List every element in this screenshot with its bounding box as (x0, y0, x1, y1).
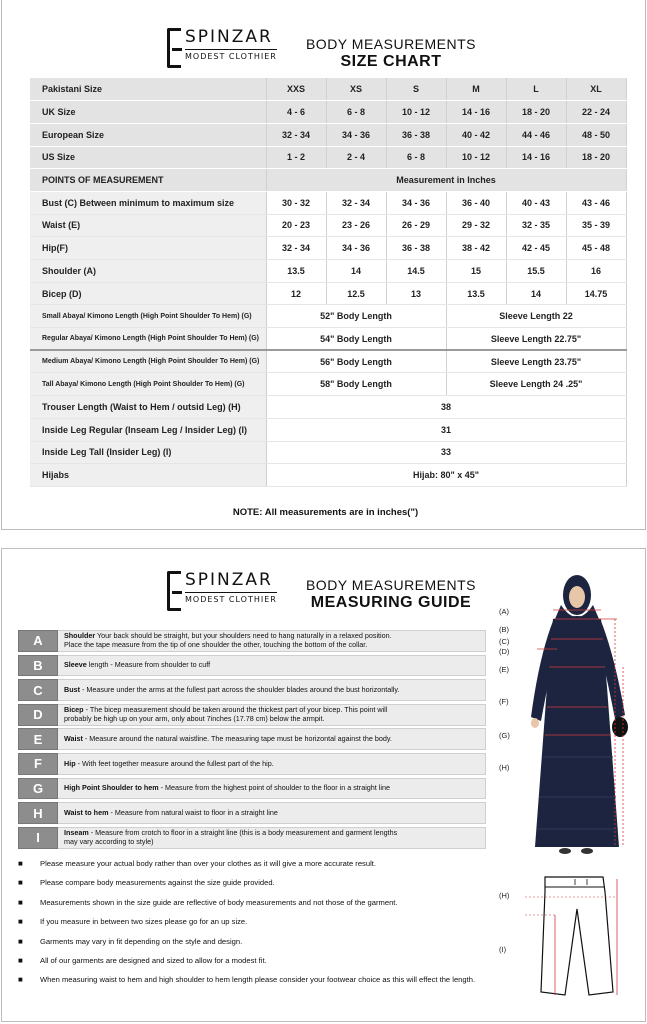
guide-text-continued: Place the tape measure from the tip of one shoulder the other, touching the bottom of the collar. (64, 639, 368, 649)
guide-description (58, 655, 486, 677)
row-label: Waist (E) (30, 214, 266, 237)
single-value-row (30, 464, 626, 487)
guide-description (58, 704, 486, 726)
size-cell: 40 - 42 (446, 123, 506, 146)
measurement-cell: 13.5 (446, 282, 506, 305)
measurement-cell: 23 - 26 (326, 214, 386, 237)
note-text: Measurements shown in the size guide are reflective of body measurements and not those of the garment. (40, 897, 398, 907)
size-cell: XXS (266, 78, 326, 101)
guide-letter: G (18, 778, 58, 800)
value-cell: 38 (266, 396, 626, 419)
length-row (30, 305, 626, 328)
size-row (30, 146, 626, 169)
abaya-model-illustration (495, 567, 645, 1022)
bullet-icon: ■ (18, 917, 23, 927)
row-label: Pakistani Size (30, 78, 266, 101)
size-chart-table (30, 78, 627, 487)
guide-letter: H (18, 802, 58, 824)
note-text: When measuring waist to hem and high shoulder to hem length please consider your footwear choice as this will effect the length. (40, 975, 476, 985)
body-length-cell: 58" Body Length (266, 373, 446, 396)
measurement-cell: 12.5 (326, 282, 386, 305)
size-cell: S (386, 78, 446, 101)
guide-title: Bust (64, 684, 80, 694)
figure-label: (E) (499, 665, 509, 674)
measurement-cell: 14.75 (566, 282, 626, 305)
size-cell: 18 - 20 (506, 101, 566, 124)
row-label: European Size (30, 123, 266, 146)
size-row (30, 101, 626, 124)
guide-description (58, 679, 486, 701)
guide-item-f (18, 753, 486, 775)
body-length-cell: 54" Body Length (266, 328, 446, 351)
measurement-cell: 40 - 43 (506, 191, 566, 214)
guide-item-a (18, 630, 486, 652)
bullet-icon: ■ (18, 936, 23, 946)
guide-description (58, 728, 486, 750)
note-text: Please measure your actual body rather than over your clothes as it will give a more accurate result. (40, 859, 376, 868)
row-label: Regular Abaya/ Kimono Length (High Point Shoulder To Hem) (G) (30, 328, 266, 351)
bullet-icon: ■ (18, 897, 23, 907)
size-cell: 34 - 36 (326, 123, 386, 146)
heading-line-2: MEASURING GUIDE (310, 594, 472, 611)
guide-title: Shoulder (64, 631, 96, 641)
single-value-row (30, 418, 626, 441)
guide-note (18, 877, 488, 889)
trouser-label: (H) (499, 891, 510, 900)
value-cell: Hijab: 80" x 45" (266, 464, 626, 487)
guide-note (18, 955, 488, 967)
measurement-row (30, 282, 626, 305)
size-cell: 36 - 38 (386, 123, 446, 146)
measurement-cell: 43 - 46 (566, 191, 626, 214)
size-cell: 18 - 20 (566, 146, 626, 169)
guide-text: - Measure from natural waist to floor in a straight line (108, 807, 278, 817)
guide-title: Bicep (64, 705, 84, 715)
brand-mark-icon (167, 28, 181, 68)
size-cell: 6 - 8 (386, 146, 446, 169)
guide-letter: D (18, 704, 58, 726)
measurement-cell: 29 - 32 (446, 214, 506, 237)
guide-text: length - Measure from shoulder to cuff (86, 660, 211, 670)
row-label: Shoulder (A) (30, 260, 266, 283)
size-cell: 10 - 12 (386, 101, 446, 124)
guide-letter: E (18, 728, 58, 750)
heading-line-2: SIZE CHART (340, 53, 442, 70)
face-icon (569, 586, 585, 608)
length-row (30, 373, 626, 396)
points-value: Measurement in Inches (266, 169, 626, 192)
measurement-cell: 38 - 42 (446, 237, 506, 260)
guide-item-i (18, 827, 486, 849)
size-cell: M (446, 78, 506, 101)
brand-tagline: MODEST CLOTHIER (185, 49, 277, 61)
row-label: Bust (C) Between minimum to maximum size (30, 191, 266, 214)
body-length-cell: 52" Body Length (266, 305, 446, 328)
note-text: All of our garments are designed and sized to allow for a modest fit. (40, 955, 267, 965)
size-cell: XL (566, 78, 626, 101)
row-label: Bicep (D) (30, 282, 266, 305)
guide-notes (18, 858, 488, 997)
figure-label: (B) (499, 625, 509, 634)
row-label: Trouser Length (Waist to Hem / outsid Leg) (H) (30, 396, 266, 419)
row-label: UK Size (30, 101, 266, 124)
guide-text: - The bicep measurement should be taken around the thickest part of your bicep. This point will (83, 705, 388, 715)
guide-title: Waist to hem (64, 807, 109, 817)
measurement-cell: 13 (386, 282, 446, 305)
bullet-icon: ■ (18, 859, 23, 868)
guide-description (58, 753, 486, 775)
guide-title: High Point Shoulder to hem (64, 783, 159, 793)
value-cell: 31 (266, 418, 626, 441)
measurement-row (30, 191, 626, 214)
trouser-illustration (525, 877, 617, 995)
brand-logo-guide (167, 571, 277, 611)
figure-label: (G) (499, 731, 510, 740)
sleeve-length-cell: Sleeve Length 22.75" (446, 328, 626, 351)
size-cell: 4 - 6 (266, 101, 326, 124)
size-chart-panel (1, 0, 646, 530)
brand-name: SPINZAR (185, 27, 273, 47)
guide-text: - Measure around the natural waistline. The measuring tape must be horizontal against the body. (82, 733, 392, 743)
guide-description (58, 630, 486, 652)
measurement-cell: 20 - 23 (266, 214, 326, 237)
measurement-row (30, 214, 626, 237)
row-label: Inside Leg Regular (Inseam Leg / Insider Leg) (I) (30, 418, 266, 441)
measurement-cell: 36 - 38 (386, 237, 446, 260)
size-cell: 2 - 4 (326, 146, 386, 169)
measurement-cell: 32 - 34 (326, 191, 386, 214)
guide-item-b (18, 655, 486, 677)
guide-letter: I (18, 827, 58, 849)
brand-mark-icon (167, 571, 181, 611)
guide-item-d (18, 704, 486, 726)
guide-note (18, 936, 488, 948)
bullet-icon: ■ (18, 878, 23, 888)
size-cell: 1 - 2 (266, 146, 326, 169)
model-figure (495, 567, 645, 1022)
bullet-icon: ■ (18, 955, 23, 965)
guide-text-continued: probably be high up on your arm, only about 7inches (17.78 cm) below the armpit. (64, 713, 325, 723)
measurement-cell: 36 - 40 (446, 191, 506, 214)
length-row (30, 328, 626, 351)
single-value-row (30, 396, 626, 419)
guide-title: Inseam (64, 828, 89, 838)
bullet-icon: ■ (18, 975, 23, 985)
length-row (30, 350, 626, 373)
guide-title: Hip (64, 758, 76, 768)
measurement-note: NOTE: All measurements are in inches(") (232, 507, 419, 518)
size-chart-heading (300, 36, 482, 71)
guide-text: - Measure from crotch to floor in a straight line (this is a body measurement and garment lengths (88, 828, 398, 838)
row-label: Small Abaya/ Kimono Length (High Point Shoulder To Hem) (G) (30, 305, 266, 328)
measurement-cell: 34 - 36 (386, 191, 446, 214)
measurement-cell: 30 - 32 (266, 191, 326, 214)
measurement-cell: 32 - 34 (266, 237, 326, 260)
guide-note (18, 970, 488, 989)
measurement-cell: 15.5 (506, 260, 566, 283)
points-header-row (30, 169, 626, 192)
guide-text-continued: may vary according to style) (64, 836, 154, 846)
size-cell: L (506, 78, 566, 101)
brand-tagline: MODEST CLOTHIER (185, 592, 277, 604)
measurement-cell: 45 - 48 (566, 237, 626, 260)
sleeve-length-cell: Sleeve Length 22 (446, 305, 626, 328)
guide-letter: B (18, 655, 58, 677)
measurement-cell: 12 (266, 282, 326, 305)
measurement-cell: 16 (566, 260, 626, 283)
guide-description (58, 827, 486, 849)
measurement-row (30, 237, 626, 260)
measurement-cell: 15 (446, 260, 506, 283)
guide-text: - Measure from the highest point of shoulder to the floor in a straight line (158, 783, 390, 793)
guide-letter: A (18, 630, 58, 652)
value-cell: 33 (266, 441, 626, 464)
size-cell: 44 - 46 (506, 123, 566, 146)
measurement-cell: 14 (506, 282, 566, 305)
points-label: POINTS OF MEASUREMENT (30, 169, 266, 192)
guide-letter: F (18, 753, 58, 775)
size-cell: 14 - 16 (446, 101, 506, 124)
guide-item-e (18, 728, 486, 750)
figure-label: (C) (499, 637, 510, 646)
size-cell: 32 - 34 (266, 123, 326, 146)
measurement-cell: 14.5 (386, 260, 446, 283)
measurement-cell: 26 - 29 (386, 214, 446, 237)
row-label: Inside Leg Tall (Insider Leg) (I) (30, 441, 266, 464)
row-label: Hijabs (30, 464, 266, 487)
guide-note (18, 897, 488, 909)
measurement-cell: 42 - 45 (506, 237, 566, 260)
size-row (30, 78, 626, 101)
sleeve-length-cell: Sleeve Length 24 .25" (446, 373, 626, 396)
note-text: Please compare body measurements against the size guide provided. (40, 878, 275, 888)
row-label: Hip(F) (30, 237, 266, 260)
figure-label: (H) (499, 763, 510, 772)
guide-text: - With feet together measure around the fullest part of the hip. (75, 758, 274, 768)
measurement-guide-list (18, 630, 486, 851)
row-label: Medium Abaya/ Kimono Length (High Point Shoulder To Hem) (G) (30, 350, 266, 373)
size-row (30, 123, 626, 146)
brand-name: SPINZAR (185, 570, 273, 590)
guide-item-h (18, 802, 486, 824)
row-label: Tall Abaya/ Kimono Length (High Point Shoulder To Hem) (G) (30, 373, 266, 396)
size-cell: 14 - 16 (506, 146, 566, 169)
row-label: US Size (30, 146, 266, 169)
measurement-cell: 35 - 39 (566, 214, 626, 237)
guide-heading (300, 577, 482, 612)
figure-label: (D) (499, 647, 510, 656)
guide-note (18, 916, 488, 928)
heading-line-1: BODY MEASUREMENTS (305, 577, 477, 593)
guide-letter: C (18, 679, 58, 701)
guide-text: - Measure under the arms at the fullest part across the shoulder blades around the bust horizontally. (79, 684, 400, 694)
guide-item-g (18, 778, 486, 800)
guide-title: Sleeve (64, 660, 87, 670)
figure-label: (A) (499, 607, 509, 616)
guide-text: Your back should be straight, but your shoulders need to hang naturally in a relaxed position. (95, 631, 392, 641)
heading-line-1: BODY MEASUREMENTS (305, 36, 477, 52)
size-cell: 22 - 24 (566, 101, 626, 124)
guide-item-c (18, 679, 486, 701)
measurement-cell: 32 - 35 (506, 214, 566, 237)
body-length-cell: 56" Body Length (266, 350, 446, 373)
guide-note (18, 858, 488, 870)
trouser-label: (I) (499, 945, 507, 954)
size-cell: XS (326, 78, 386, 101)
guide-description (58, 778, 486, 800)
measurement-cell: 13.5 (266, 260, 326, 283)
size-cell: 6 - 8 (326, 101, 386, 124)
measurement-cell: 34 - 36 (326, 237, 386, 260)
guide-description (58, 802, 486, 824)
sleeve-length-cell: Sleeve Length 23.75" (446, 350, 626, 373)
size-cell: 10 - 12 (446, 146, 506, 169)
guide-title: Waist (64, 733, 83, 743)
measurement-row (30, 260, 626, 283)
single-value-row (30, 441, 626, 464)
measurement-cell: 14 (326, 260, 386, 283)
brand-logo (167, 28, 277, 68)
note-text: Garments may vary in fit depending on the style and design. (40, 936, 243, 946)
figure-label: (F) (499, 697, 509, 706)
note-text: If you measure in between two sizes please go for an up size. (40, 917, 248, 927)
size-cell: 48 - 50 (566, 123, 626, 146)
